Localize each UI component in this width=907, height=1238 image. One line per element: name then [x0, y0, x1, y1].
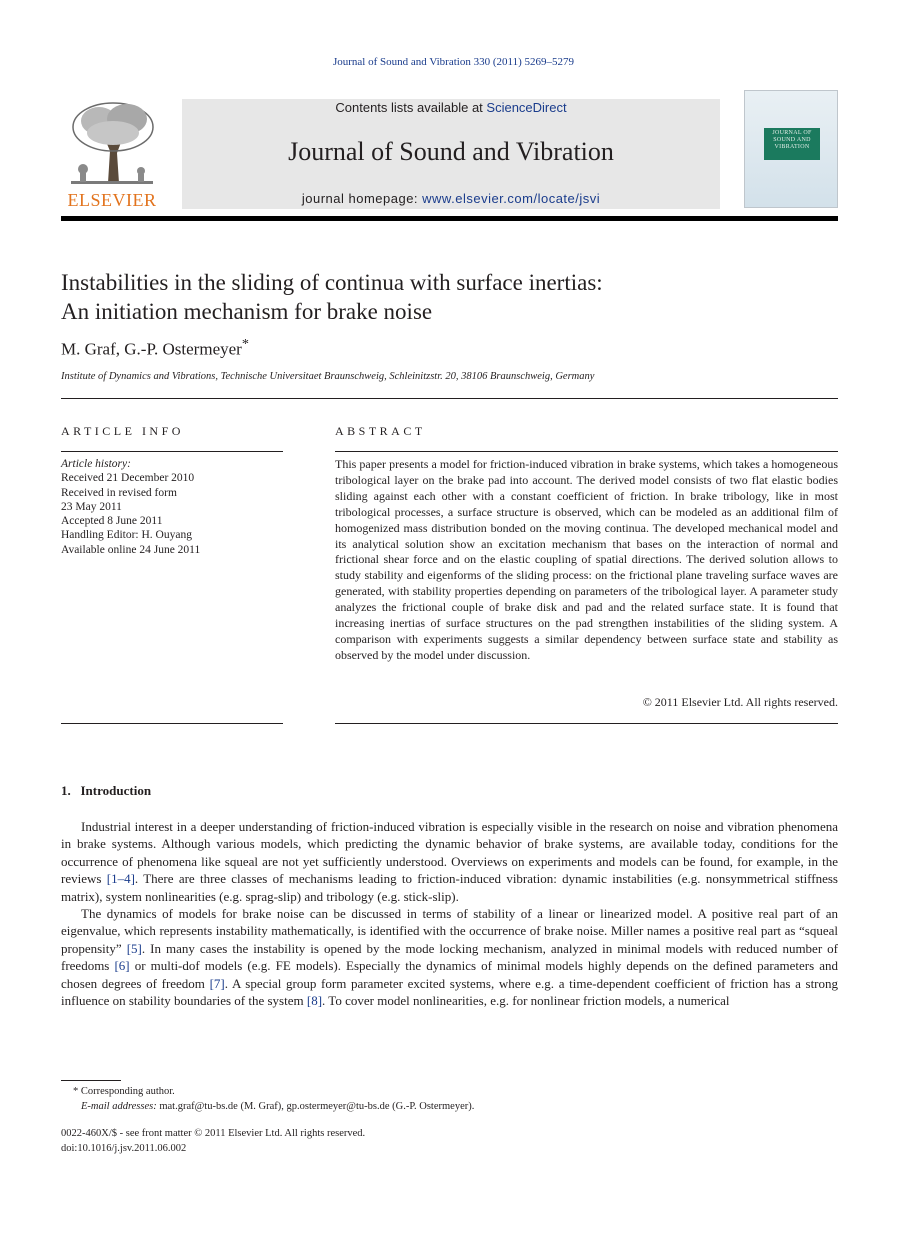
sciencedirect-link[interactable]: ScienceDirect [486, 100, 567, 115]
text-run: . In many cases the instability is opened by the mode locking mechanism, analyzed in minimal models with reduced number of freedoms [61, 940, 839, 974]
article-info-heading: ARTICLE INFO [61, 424, 184, 438]
homepage-line [182, 191, 720, 206]
abstract-heading: ABSTRACT [335, 424, 426, 438]
affiliation: Institute of Dynamics and Vibrations, Technische Universitaet Braunschweig, Schleinitzstr. 20, 38106 Braunschweig, Germany [61, 371, 595, 382]
journal-title: Journal of Sound and Vibration [288, 137, 614, 166]
history-item: Available online 24 June 2011 [61, 543, 201, 556]
title-rule [61, 398, 838, 399]
copyright: © 2011 Elsevier Ltd. All rights reserved. [642, 695, 838, 709]
article-info-bottom-rule [61, 723, 283, 724]
bottom-notes [61, 1126, 365, 1156]
homepage-link[interactable]: www.elsevier.com/locate/jsvi [422, 191, 601, 206]
abstract-text: This paper presents a model for friction-induced vibration in brake systems, which takes a homogeneous tribological layer on the brake pad into account. The derived model consists of two flat elastic bodies sliding against each other with a constant coefficient of friction. In brake tribology, like in most tribological processes, a surface structure is observed, which can be modeled as an additional film of homogenized mass distribution bonded on the moving continua. The developed mechanical model and its analytical solution show an excitation mechanism that bases on the interaction of normal and frictional shear force and on the elastic coupling of spatial directions. The derived solution allows to study stability and eigenforms of the sliding process: on the frictional plane traveling surface waves are generated, with stability properties depending on parameters of the tribological layer. A parameter study analyzes the frictional couple of brake disk and pad and the related surface state. It is found that increasing inertias of surface structures on the pad strengthen instabilities of the sliding system. A comparison with experiments suggests a similar dependency between surface state and stability as observed by the model under discussion. [335, 457, 838, 662]
tree-icon [61, 99, 163, 187]
footnotes [61, 1084, 838, 1114]
header-rule [61, 216, 838, 221]
text-run: The dynamics of models for brake noise can be discussed in terms of stability of a linear or linearized model. A positive real part of an eigenvalue, which represents instability mathematically, is identified with the occurrence of brake noise. Miller names a positive real part as “squeal propensity” [61, 906, 838, 956]
front-matter: 0022-460X/$ - see front matter © 2011 Elsevier Ltd. All rights reserved. [61, 1128, 366, 1139]
text-run: . There are three classes of mechanisms leading to friction-induced vibration: dynamic instabilities (e.g. nonsymmetrical stiffness matrix), system nonlinearities (e.g. sprag-slip) and tribology (e.g. stick-slip). [61, 871, 838, 904]
elsevier-logo [61, 99, 163, 211]
text-run: . A special group form parameter excited systems, where e.g. a time-dependent coefficient of friction has a strong influence on stability boundaries of the system [61, 975, 839, 1009]
history-item: 23 May 2011 [61, 500, 122, 513]
citation-link[interactable]: [6] [114, 958, 130, 974]
article-title [61, 268, 841, 326]
history-item: Accepted 8 June 2011 [61, 515, 163, 528]
citation-link[interactable]: [1–4] [106, 871, 135, 887]
journal-cover [744, 90, 838, 208]
publisher-name: ELSEVIER [67, 190, 157, 210]
corresponding-footnote: * Corresponding author. [73, 1086, 175, 1097]
contents-prefix: Contents lists available at [335, 100, 487, 115]
title-line-2: An initiation mechanism for brake noise [61, 299, 433, 324]
corresponding-mark[interactable]: * [241, 336, 249, 352]
journal-reference[interactable]: Journal of Sound and Vibration 330 (2011) 5269–5279 [332, 56, 574, 68]
abstract-rule [335, 451, 838, 452]
section-number: 1. [61, 783, 71, 798]
article-history [61, 457, 283, 557]
citation-link[interactable]: [8] [306, 993, 323, 1009]
history-item: Received 21 December 2010 [61, 472, 195, 485]
section-heading [61, 783, 151, 799]
email-addresses[interactable]: mat.graf@tu-bs.de (M. Graf), gp.ostermeyer@tu-bs.de (G.-P. Ostermeyer). [156, 1101, 475, 1112]
text-run: or multi-dof models (e.g. FE models). Especially the dynamics of minimal models highly depends on the defined parameters and chosen degrees of freedom [61, 958, 838, 991]
doi[interactable]: doi:10.1016/j.jsv.2011.06.002 [61, 1143, 187, 1154]
text-run: Industrial interest in a deeper understanding of friction-induced vibration is especially visible in the research on noise and vibration phenomena in brake systems. Although various models, which predicting the dynamic behavior of brake systems, are available today, conditions for the occurrence of phenomena like squeal are not yet sufficiently understood. Overviews on experiments and models can be found, for example, in the reviews [61, 819, 838, 887]
text-run: . To cover model nonlinearities, e.g. for nonlinear friction models, a numerical [322, 993, 730, 1009]
email-footnote [61, 1099, 838, 1114]
homepage-prefix: journal homepage: [301, 191, 423, 206]
history-label: Article history: [61, 458, 131, 470]
author-names: M. Graf, G.-P. Ostermeyer [61, 339, 242, 359]
contents-line [182, 100, 720, 115]
authors [61, 336, 249, 360]
history-item: Received in revised form [61, 486, 177, 499]
paragraph [61, 818, 838, 905]
footnote-rule [61, 1080, 121, 1081]
citation-link[interactable]: [7] [209, 975, 225, 991]
citation-link[interactable]: [5] [126, 940, 142, 956]
article-info-rule [61, 451, 283, 452]
email-label: E-mail addresses: [81, 1101, 157, 1112]
paragraph [61, 905, 838, 1009]
history-item: Handling Editor: H. Ouyang [61, 529, 192, 542]
title-line-1: Instabilities in the sliding of continua with surface inertias: [61, 270, 603, 295]
abstract-bottom-rule [335, 723, 838, 724]
cover-title: JOURNAL OF SOUND AND VIBRATION [772, 130, 812, 150]
section-title: Introduction [80, 783, 152, 798]
introduction-body [61, 818, 838, 1009]
